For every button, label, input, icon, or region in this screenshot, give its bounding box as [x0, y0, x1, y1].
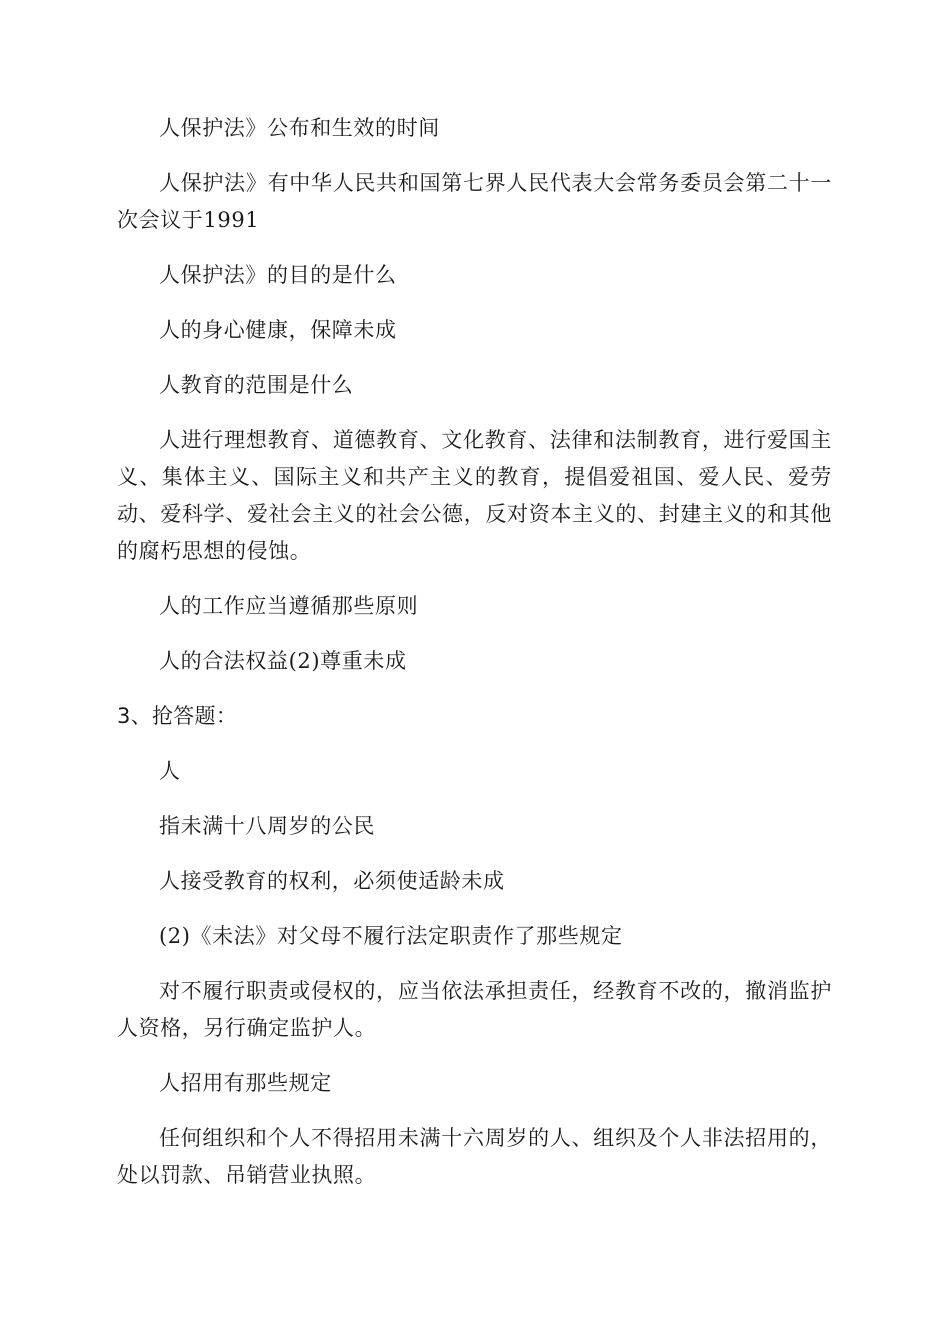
paragraph-law-purpose-answer: 人的身心健康，保障未成: [159, 318, 397, 342]
section-heading-quiz: 3、抢答题：: [117, 704, 238, 728]
paragraph-principles-question: 人的工作应当遵循那些原则: [159, 594, 419, 618]
paragraph-employment-question: 人招用有那些规定: [159, 1071, 332, 1095]
paragraph-education-right: 人接受教育的权利，必须使适龄未成: [159, 869, 505, 893]
document-page: [117, 110, 832, 1212]
paragraph-education-scope-answer: 人进行理想教育、道德教育、文化教育、法律和法制教育，进行爱国主义、集体主义、国际主义和共产主义的教育，提倡爱祖国、爱人民、爱劳动、爱科学、爱社会主义的社会公德，反对资本主义的、封建主义的和其他的腐朽思想的侵蚀。: [117, 428, 832, 563]
paragraph-law-adoption: 人保护法》有中华人民共和国第七界人民代表大会常务委员会第二十一次会议于1991: [117, 171, 832, 232]
paragraph-principles-answer: 人的合法权益(2)尊重未成: [159, 649, 407, 673]
paragraph-education-scope-question: 人教育的范围是什么: [159, 373, 354, 397]
paragraph-minor-definition: 指未满十八周岁的公民: [159, 814, 375, 838]
paragraph-parents-duty-answer: 对不履行职责或侵权的，应当依法承担责任，经教育不改的，撤消监护人资格，另行确定监护人。: [117, 979, 832, 1040]
paragraph-employment-answer: 任何组织和个人不得招用未满十六周岁的人、组织及个人非法招用的，处以罚款、吊销营业执照。: [117, 1126, 832, 1187]
paragraph-law-publication-time: 人保护法》公布和生效的时间: [159, 116, 440, 140]
paragraph-minor-term: 人: [159, 759, 181, 783]
paragraph-law-purpose-question: 人保护法》的目的是什么: [159, 263, 397, 287]
paragraph-parents-duty-question: (2)《未法》对父母不履行法定职责作了那些规定: [159, 924, 623, 948]
